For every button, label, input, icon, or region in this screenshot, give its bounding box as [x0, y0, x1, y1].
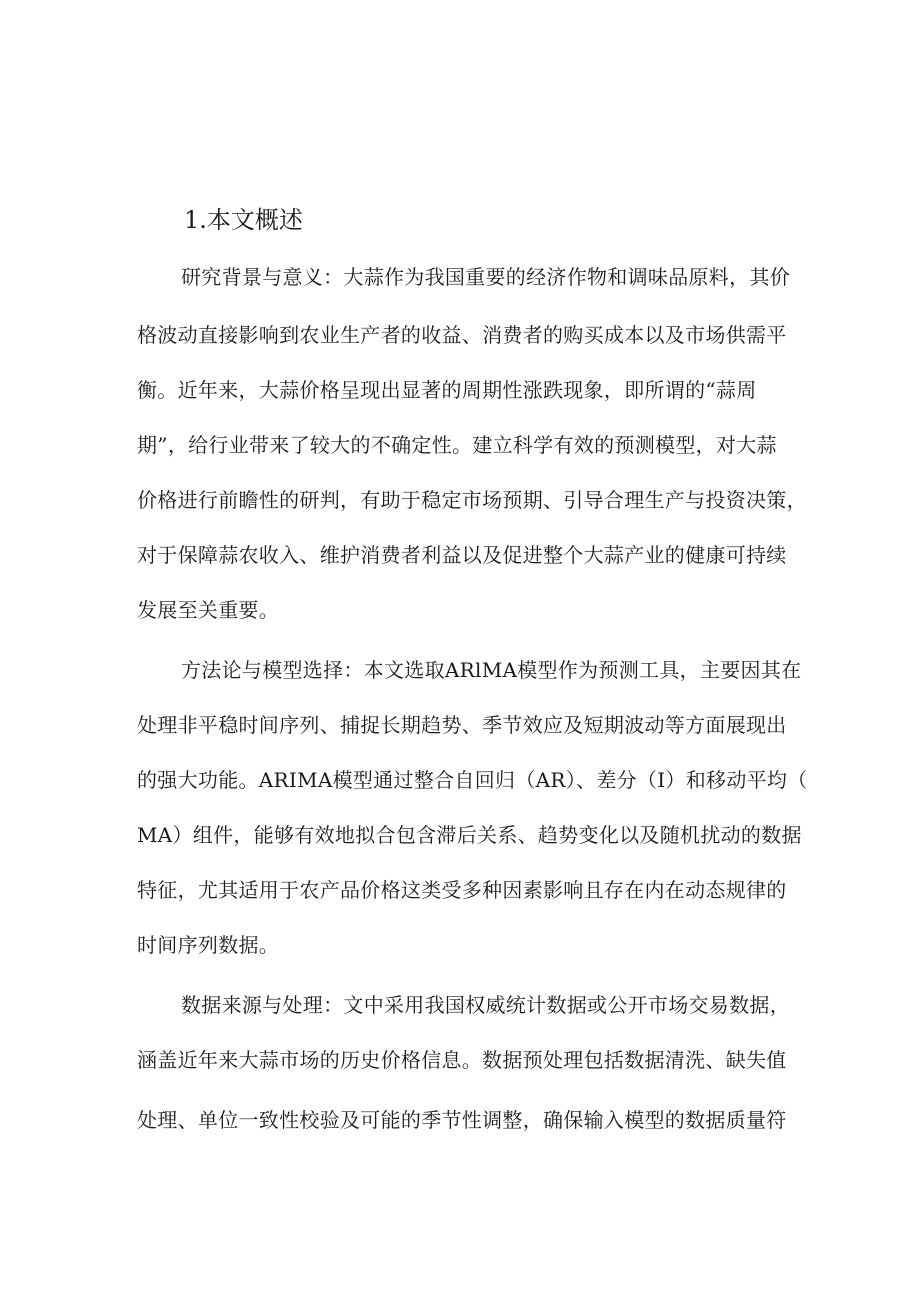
paragraph-3-line-1: 数据来源与处理：文中采用我国权威统计数据或公开市场交易数据， [181, 993, 790, 1017]
paragraph-3-line-2: 涵盖近年来大蒜市场的历史价格信息。数据预处理包括数据清洗、缺失值 [137, 1048, 787, 1072]
paragraph-2-line-5: 特征，尤其适用于农产品价格这类受多种因素影响且存在内在动态规律的 [137, 878, 787, 902]
section-heading: 1.本文概述 [184, 206, 303, 234]
paragraph-3-line-3: 处理、单位一致性校验及可能的季节性调整，确保输入模型的数据质量符 [137, 1108, 787, 1132]
paragraph-2-line-4: MA）组件，能够有效地拟合包含滞后关系、趋势变化以及随机扰动的数据 [137, 823, 802, 847]
paragraph-2-line-1: 方法论与模型选择：本文选取ARlMA模型作为预测工具，主要因其在 [181, 658, 802, 682]
paragraph-1-line-3: 衡。近年来，大蒜价格呈现出显著的周期性涨跌现象，即所谓的“蒜周 [137, 378, 757, 402]
paragraph-1-line-4: 期”，给行业带来了较大的不确定性。建立科学有效的预测模型，对大蒜 [137, 433, 777, 457]
paragraph-1-line-5: 价格进行前瞻性的研判，有助于稳定市场预期、引导合理生产与投资决策， [137, 488, 807, 512]
paragraph-2-line-3: 的强大功能。ARIMA模型通过整合自回归（AR）、差分（I）和移动平均（ [137, 768, 808, 792]
paragraph-1-line-6: 对于保障蒜农收入、维护消费者利益以及促进整个大蒜产业的健康可持续 [137, 543, 787, 567]
paragraph-1-line-7: 发展至关重要。 [137, 598, 280, 622]
paragraph-2-line-2: 处理非平稳时间序列、捕捉长期趋势、季节效应及短期波动等方面展现出 [137, 713, 787, 737]
paragraph-2-line-6: 时间序列数据。 [137, 933, 280, 957]
paragraph-1-line-1: 研究背景与意义：大蒜作为我国重要的经济作物和调味品原料，其价 [181, 265, 790, 289]
paragraph-1-line-2: 格波动直接影响到农业生产者的收益、消费者的购买成本以及市场供需平 [137, 323, 787, 347]
